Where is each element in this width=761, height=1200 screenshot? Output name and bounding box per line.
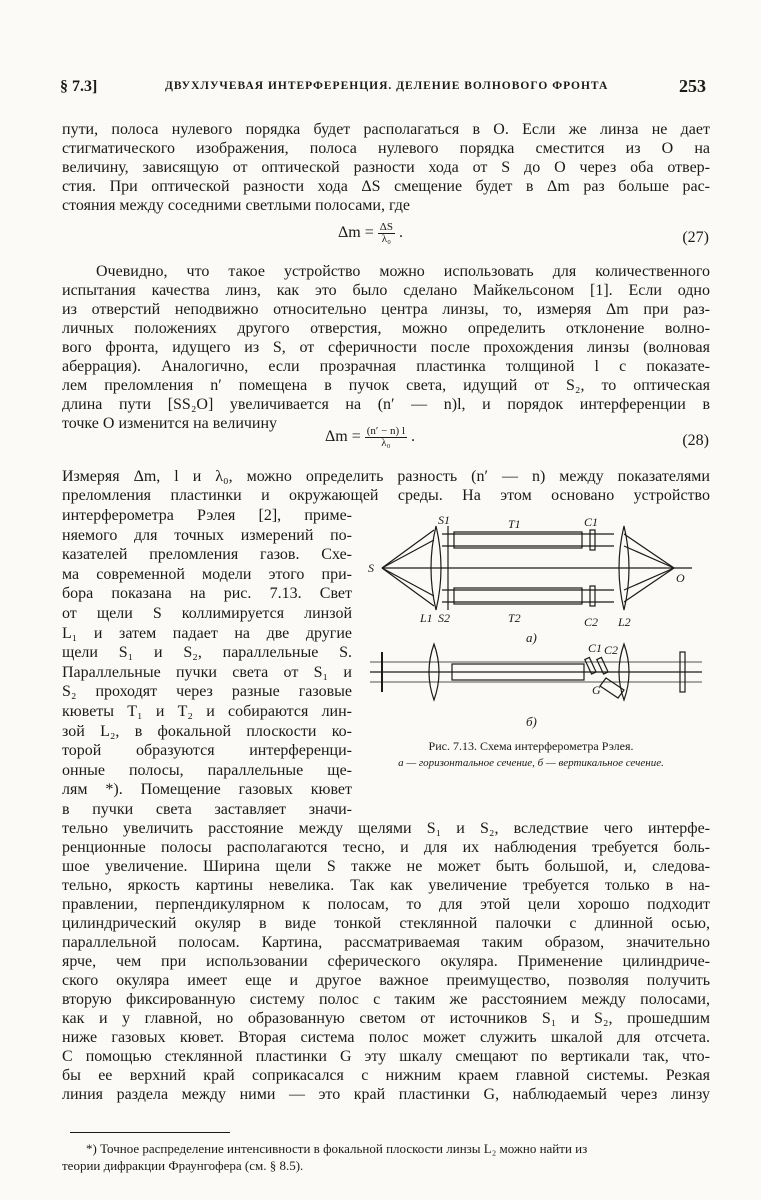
figure-caption: Рис. 7.13. Схема интерферометра Рэлея. а — горизонтальное сечение, б — вертикальное сечение. bbox=[398, 739, 664, 769]
figure-a-horizontal bbox=[382, 526, 692, 610]
figure-b-vertical bbox=[370, 644, 702, 700]
ray-lower-in bbox=[382, 568, 434, 606]
compensator-C1 bbox=[590, 530, 595, 550]
paragraph-3-rest: тельно увеличить расстояние между щелями S₁ и S₂, вследствие чего интерфе- ренционные полосы располагаются тесно, и для их наблюдения требуется боль- шое увеличение. Ширина щели S также не может быть большой, и, следова- тельно, яркость картины невелика. Так как увеличение требуется только в на- правлении, перпендикулярном к полосам, то для этой цели хорошо подходит цилиндрический окуляр в виде тонкой стеклянной палочки с длинной осью, параллельной полосам. Картина, рассматриваемая таким образом, значительно ярче, чем при использовании сферического окуляра. Применение цилиндриче- ского окуляра имеет еще и другое важное преимущество, позволяя получить вторую фиксированную систему полос с таким же расстоянием между полосами, как и у главной, но образованную светом от источников S₁ и S₂, прошедшим ниже газовых кювет. Вторая система полос может служить шкалой для отсчета. С помощью стеклянной пластинки G эту шкалу смещают по вертикали так, что- бы ее верхний край соприкасался с нижним краем главной системы. Резкая линия раздела между ними — это край пластинки G, наблюдаемый через линзу bbox=[62, 820, 710, 1103]
equation-number-28: (28) bbox=[682, 432, 709, 449]
fraction: $\frac{\Delta S}{\text{λ₀}}$ bbox=[379, 221, 393, 245]
label-T2: T2 bbox=[508, 611, 521, 625]
footnote: *) Точное распределение интенсивности в фокальной плоскости линзы L₂ можно найти из теории дифракции Фраунгофера (см. § 8.5). bbox=[62, 1141, 588, 1173]
footnote-rule bbox=[70, 1132, 230, 1133]
label-C1: C1 bbox=[584, 515, 599, 529]
section-number: § 7.3] bbox=[60, 78, 98, 95]
label-L1: L1 bbox=[420, 611, 433, 625]
paragraph-2: Очевидно, что такое устройство можно использовать для количественного испытания качества линз, как это было сделано Майкельсоном [1]. Если одно из отверстий неподвижно относительно центра линзы, то, измеряя Δm при раз- личных положениях другого отверстия, можно определить отклонение волно- вого фронта, идущего из S, от сферичности после прохождения линзы (волновая аберрация). Аналогично, если прозрачная пластинка толщиной l с показате- лем преломления n′ помещена в пучок света, идущий от S₂, то оптическая длина пути [SS₂O] увеличивается на (n′ — n)l, и порядок интерференции в точке O изменится на величину bbox=[62, 263, 710, 432]
label-b: б) bbox=[526, 714, 537, 729]
paragraph-3-start: Измеряя Δm, l и λ₀, можно определить разность (n′ — n) между показателями преломления пластинки и окружающей среды. На этом основано устройство bbox=[62, 468, 710, 504]
label-C2: C2 bbox=[584, 615, 599, 629]
label-S: S bbox=[368, 561, 374, 575]
label-G: G bbox=[592, 683, 601, 697]
last-line: стояния между соседними светлыми полосами, где bbox=[62, 197, 410, 214]
paragraph-1: пути, полоса нулевого порядка будет располагаться в O. Если же линза не дает стигматического изображения, полоса нулевого порядка сместится из O на величину, зависящую от оптической разности хода от S до O через оба отвер- стия. При оптической разности хода ΔS смещение будет в Δm раз больше рас- стояния между соседними светлыми полосами, где bbox=[62, 121, 710, 214]
compensator-C2 bbox=[590, 586, 595, 606]
fraction: $\frac{(n' - n) l}{\text{λ₀}}$ bbox=[366, 425, 406, 449]
label-C1-b: C1 bbox=[588, 641, 603, 655]
label-L2: L2 bbox=[618, 615, 631, 629]
figure-rayleigh-interferometer bbox=[362, 512, 708, 744]
page-number: 253 bbox=[679, 76, 706, 96]
label-O: O bbox=[676, 571, 685, 585]
label-C2-b: C2 bbox=[604, 643, 619, 657]
label-S1: S1 bbox=[438, 513, 450, 527]
label-a: a) bbox=[526, 630, 537, 645]
equation-27: Δm = $\frac{\Delta S}{\text{λ₀}}$ . bbox=[338, 221, 403, 245]
label-S2: S2 bbox=[438, 611, 450, 625]
label-T1: T1 bbox=[508, 517, 521, 531]
running-title: ДВУХЛУЧЕВАЯ ИНТЕРФЕРЕНЦИЯ. ДЕЛЕНИЕ ВОЛНОВОГО ФРОНТА bbox=[165, 80, 609, 92]
equation-28: Δm = $\frac{(n' - n) l}{\text{λ₀}}$ . bbox=[325, 425, 416, 449]
ray-upper-in bbox=[382, 530, 434, 568]
equation-number-27: (27) bbox=[682, 229, 709, 246]
